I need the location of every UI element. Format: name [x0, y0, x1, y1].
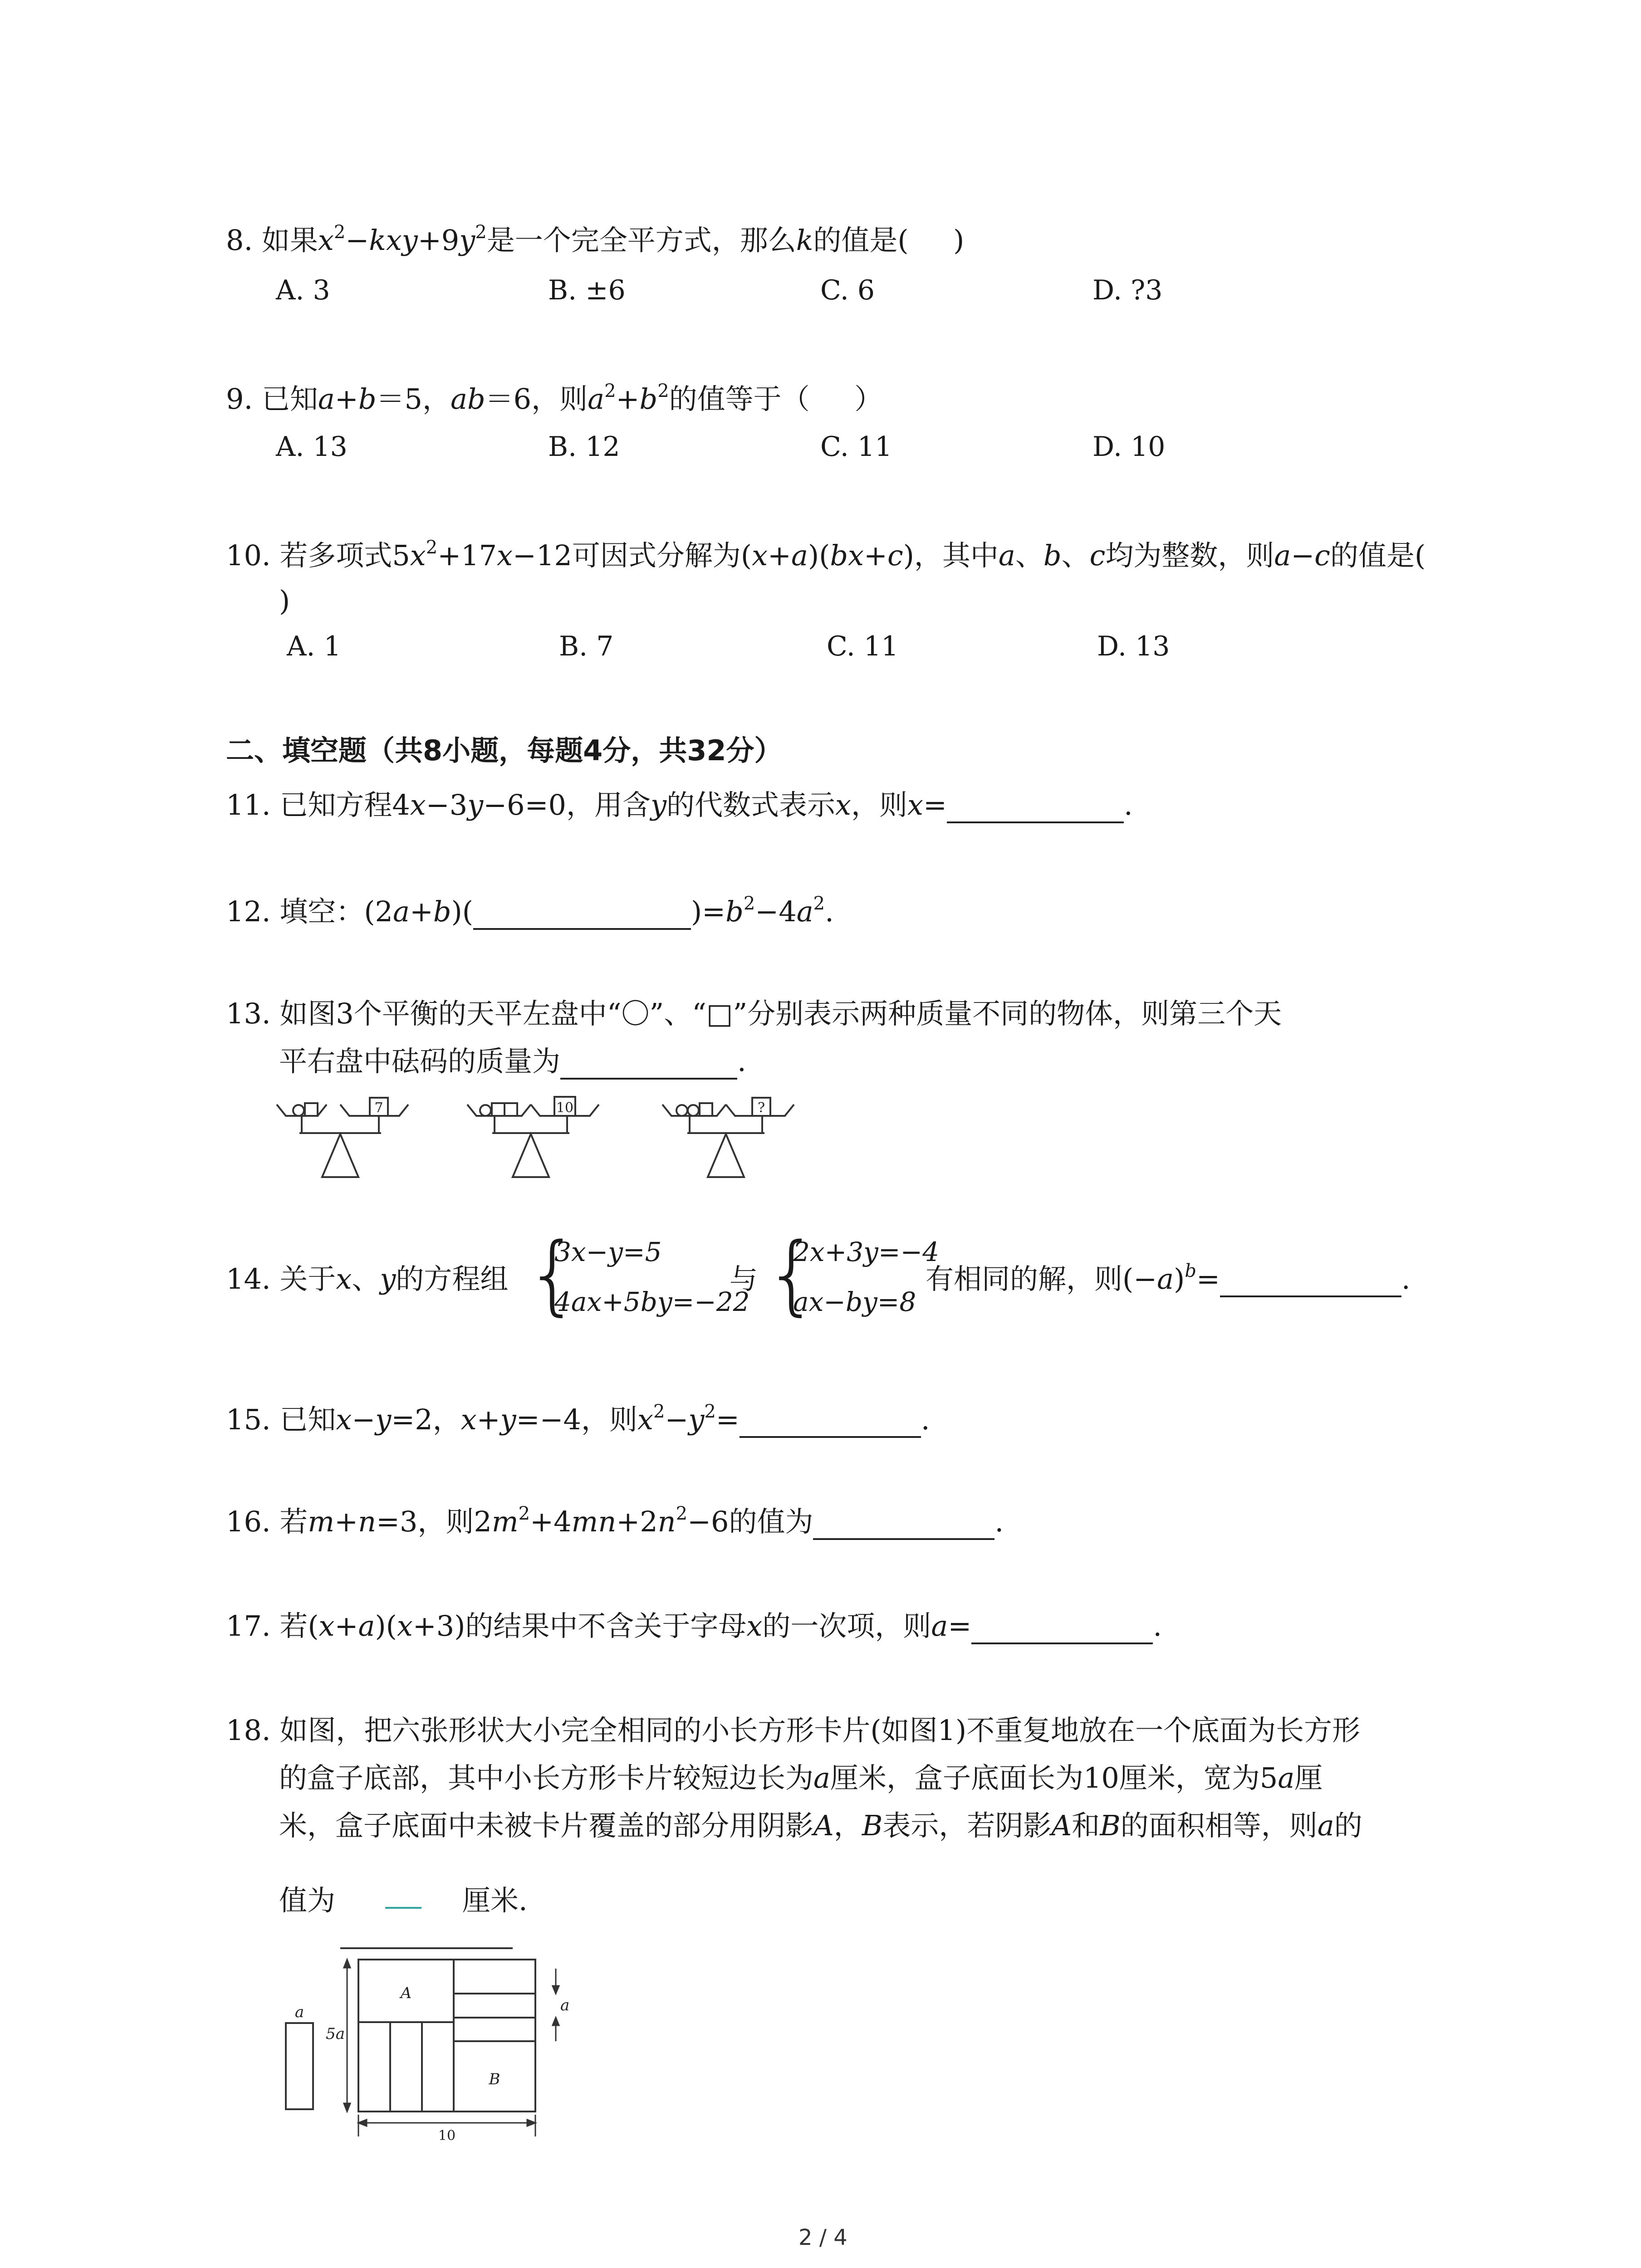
- q18-answer-blank[interactable]: [335, 1892, 462, 1919]
- q9-option-a[interactable]: A. 13: [276, 431, 348, 463]
- q14-connector: 与: [730, 1262, 758, 1295]
- section-heading: 二、填空题（共8小题，每题4分，共32分）: [226, 734, 783, 767]
- q17-answer-blank[interactable]: [971, 1613, 1153, 1644]
- q13-balance-figure: [272, 1084, 871, 1188]
- balance-2: [467, 1097, 599, 1177]
- q8-option-a[interactable]: A. 3: [276, 274, 330, 306]
- q10-option-c[interactable]: C. 11: [827, 631, 899, 662]
- q14-system2-row1: 2x+3y=−4: [793, 1237, 939, 1267]
- q10-stem: 10. 若多项式$5x^2+17x-12$可因式分解为(x+a)(bx+c)，其中a、b、c均为整数，则a−c的值是(: [226, 537, 1426, 572]
- q9-option-d[interactable]: D. 10: [1092, 431, 1166, 463]
- balance-1-weight: 7: [374, 1100, 383, 1116]
- q14-system1-row2: 4ax+5by=−22: [554, 1286, 750, 1317]
- q12-stem: 12. 填空：(2a+b)( )$=b^2-4a^2$.: [226, 894, 834, 930]
- q14-system2-brace: {: [764, 1224, 819, 1325]
- fig-dim-10-label: 10: [438, 2128, 456, 2144]
- q8-stem: 8. 如果$x^2-kxy+9y^2$是一个完全平方式，那么k的值是( ): [226, 222, 965, 257]
- q18-stem-line3: 米，盒子底面中未被卡片覆盖的部分用阴影A，B表示，若阴影A和B的面积相等，则a的: [279, 1809, 1362, 1842]
- q10-stem-close: ): [279, 584, 290, 617]
- fig-dim-a-label: a: [560, 1996, 570, 2014]
- q15-stem: 15. 已知x−y=2，x+y=−4，则$x^2-y^2=$ .: [226, 1402, 930, 1438]
- q10-option-b[interactable]: B. 7: [559, 631, 614, 662]
- q18-stem-line1: 18. 如图，把六张形状大小完全相同的小长方形卡片(如图1)不重复地放在一个底面为长方形: [226, 1714, 1361, 1747]
- q13-answer-blank[interactable]: [560, 1049, 737, 1080]
- svg-text:a: a: [294, 2003, 304, 2021]
- fig-box: [358, 1960, 535, 2112]
- q16-stem: 16. 若m+n=3，则$2m^2+4mn+2n^2-6$的值为 .: [226, 1504, 1004, 1540]
- q14-system2-row2: ax−by=8: [793, 1286, 916, 1317]
- q13-stem-line1: 13. 如图3个平衡的天平左盘中“〇”、“□”分别表示两种质量不同的物体，则第三个天: [226, 997, 1282, 1030]
- q13-stem-line2: 平右盘中砝码的质量为 .: [279, 1043, 746, 1080]
- q17-stem: 17. 若(x+a)(x+3)的结果中不含关于字母x的一次项，则a= .: [226, 1608, 1162, 1644]
- q18-box-figure: [272, 1937, 626, 2150]
- fig-shade-b: B: [489, 2070, 500, 2088]
- q10-option-d[interactable]: D. 13: [1097, 631, 1170, 662]
- q8-option-b[interactable]: B. ±6: [548, 274, 626, 306]
- page-number: 2 / 4: [798, 2225, 847, 2250]
- q18-stem-line4: 值为 厘米.: [279, 1882, 528, 1919]
- fig-shade-a: A: [400, 1984, 412, 2002]
- balance-3: [662, 1098, 794, 1177]
- fig-dim-5a: [344, 1960, 350, 2112]
- q8-option-c[interactable]: C. 6: [820, 274, 875, 306]
- q12-answer-blank[interactable]: [473, 899, 691, 930]
- q11-stem: 11. 已知方程4x−3y−6=0，用含y的代数式表示x，则x= .: [226, 787, 1133, 823]
- q14-stem: 14. 关于x、y的方程组: [226, 1262, 509, 1295]
- q15-answer-blank[interactable]: [740, 1407, 921, 1438]
- fig-dim-a: [553, 1969, 559, 2041]
- q8-option-d[interactable]: D. ?3: [1092, 274, 1163, 306]
- q14-system1-row1: 3x−y=5: [554, 1237, 662, 1267]
- balance-3-weight: ?: [757, 1100, 765, 1116]
- q10-option-a[interactable]: A. 1: [287, 631, 341, 662]
- q9-option-b[interactable]: B. 12: [548, 431, 620, 463]
- q14-system1-brace: {: [525, 1224, 580, 1325]
- q18-stem-line2: 的盒子底部，其中小长方形卡片较短边长为a厘米，盒子底面长为10厘米，宽为5a厘: [279, 1761, 1323, 1794]
- q11-answer-blank[interactable]: [947, 792, 1124, 823]
- q16-answer-blank[interactable]: [813, 1509, 994, 1540]
- balance-1: [277, 1098, 408, 1177]
- q9-option-c[interactable]: C. 11: [820, 431, 892, 463]
- fig-dim-5a-label: 5a: [326, 2025, 345, 2043]
- fig-small-card: [286, 2003, 313, 2109]
- balance-2-weight: 10: [556, 1100, 574, 1116]
- q14-stem-tail: 有相同的解，则$(-a)^b=$ .: [926, 1261, 1411, 1297]
- q14-answer-blank[interactable]: [1220, 1266, 1401, 1297]
- q9-stem: 9. 已知a+b＝5，ab＝6，则$a^2+b^2$的值等于（ ）: [226, 381, 883, 415]
